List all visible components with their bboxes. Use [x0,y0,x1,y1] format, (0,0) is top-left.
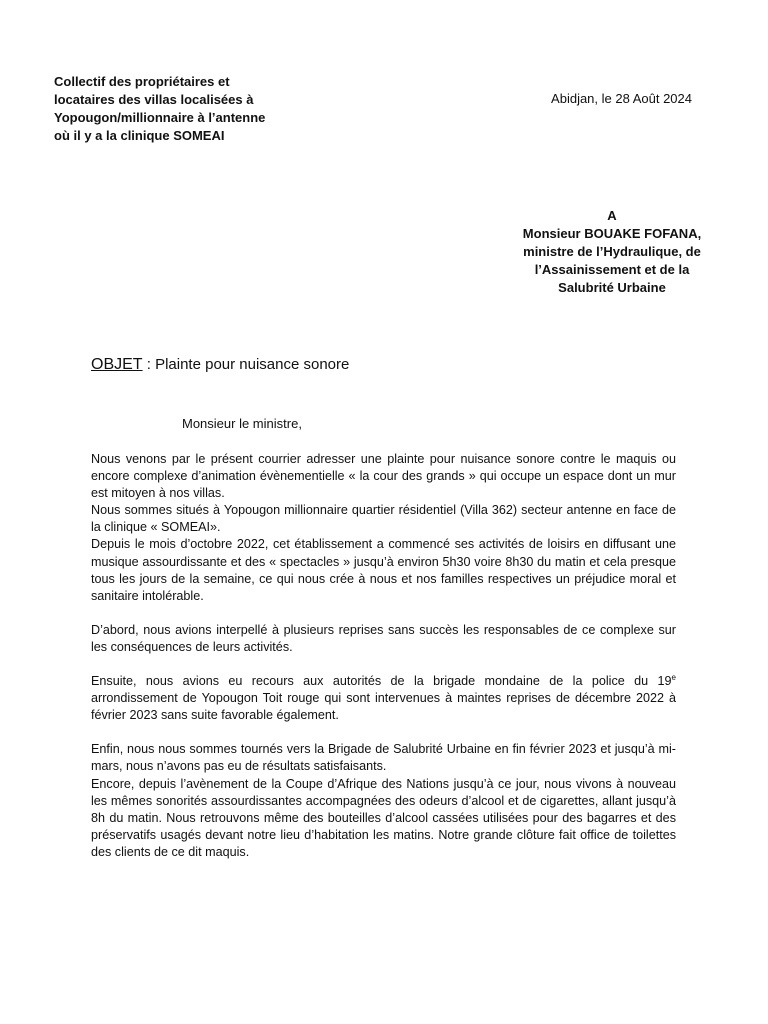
recipient-line: A [607,208,617,223]
subject-label: OBJET [91,356,143,373]
sender-line: Collectif des propriétaires et [54,74,230,89]
body-paragraph [91,673,676,724]
letter-date: Abidjan, le 28 Août 2024 [551,91,692,106]
body-paragraph: Enfin, nous nous sommes tournés vers la Brigade de Salubrité Urbaine en fin février 2023 et jusqu’à mi-mars, nous n’avons pas eu de résultats satisfaisants. [91,742,676,774]
sender-block [54,73,294,145]
recipient-line: ministre de l’Hydraulique, de [523,244,701,259]
ordinal-superscript: e [671,672,676,682]
recipient-line: Salubrité Urbaine [558,280,666,295]
salutation: Monsieur le ministre, [182,416,302,431]
sender-line: où il y a la clinique SOMEAI [54,128,225,143]
body-paragraph: D’abord, nous avions interpellé à plusieurs reprises sans succès les responsables de ce complexe sur les conséquences de leurs activités. [91,622,676,654]
recipient-line: Monsieur BOUAKE FOFANA, [522,226,702,241]
sender-line: locataires des villas localisées à [54,92,254,107]
body-paragraph: Encore, depuis l’avènement de la Coupe d’Afrique des Nations jusqu’à ce jour, nous vivons à nouveau les mêmes sonorités assourdissantes accompagnées des odeurs d’alcool et de cigarettes, allant jusqu’à 8h du matin. Nous retrouvons même des bouteilles d’alcool cassées utilisées pour des bagarres et des préservatifs usagés devant notre lieu d’habitation les matins. Notre grande clôture fait office de toilettes des clients de ce dit maquis. [91,776,676,859]
paragraph-text-before: Ensuite, nous avions eu recours aux autorités de la brigade mondaine de la police du 19 [91,674,672,689]
subject-text: : Plainte pour nuisance sonore [142,356,350,373]
letter-body [91,451,676,861]
subject-line [91,355,349,375]
body-paragraph: Nous sommes situés à Yopougon millionnaire quartier résidentiel (Villa 362) secteur antenne en face de la clinique « SOMEAI». [91,503,676,535]
paragraph-text-after: arrondissement de Yopougon Toit rouge qui sont intervenues à maintes reprises de décembre 2022 à février 2023 sans suite favorable également. [91,691,676,723]
body-paragraph: Depuis le mois d’octobre 2022, cet établissement a commencé ses activités de loisirs en diffusant une musique assourdissante et des « spectacles » jusqu’à environ 5h30 voire 8h30 du matin et cela presque tous les jours de la semaine, ce qui nous crée à nous et nos familles respectives un préjudice moral et sanitaire intolérable. [91,537,676,603]
recipient-block [480,207,744,297]
recipient-line: l’Assainissement et de la [534,262,690,277]
body-paragraph: Nous venons par le présent courrier adresser une plainte pour nuisance sonore contre le maquis ou encore complexe d’animation évènementielle « la cour des grands » qui occupe un espace dont un mur est mitoyen à nos villas. [91,452,676,501]
sender-line: Yopougon/millionnaire à l’antenne [54,110,266,125]
